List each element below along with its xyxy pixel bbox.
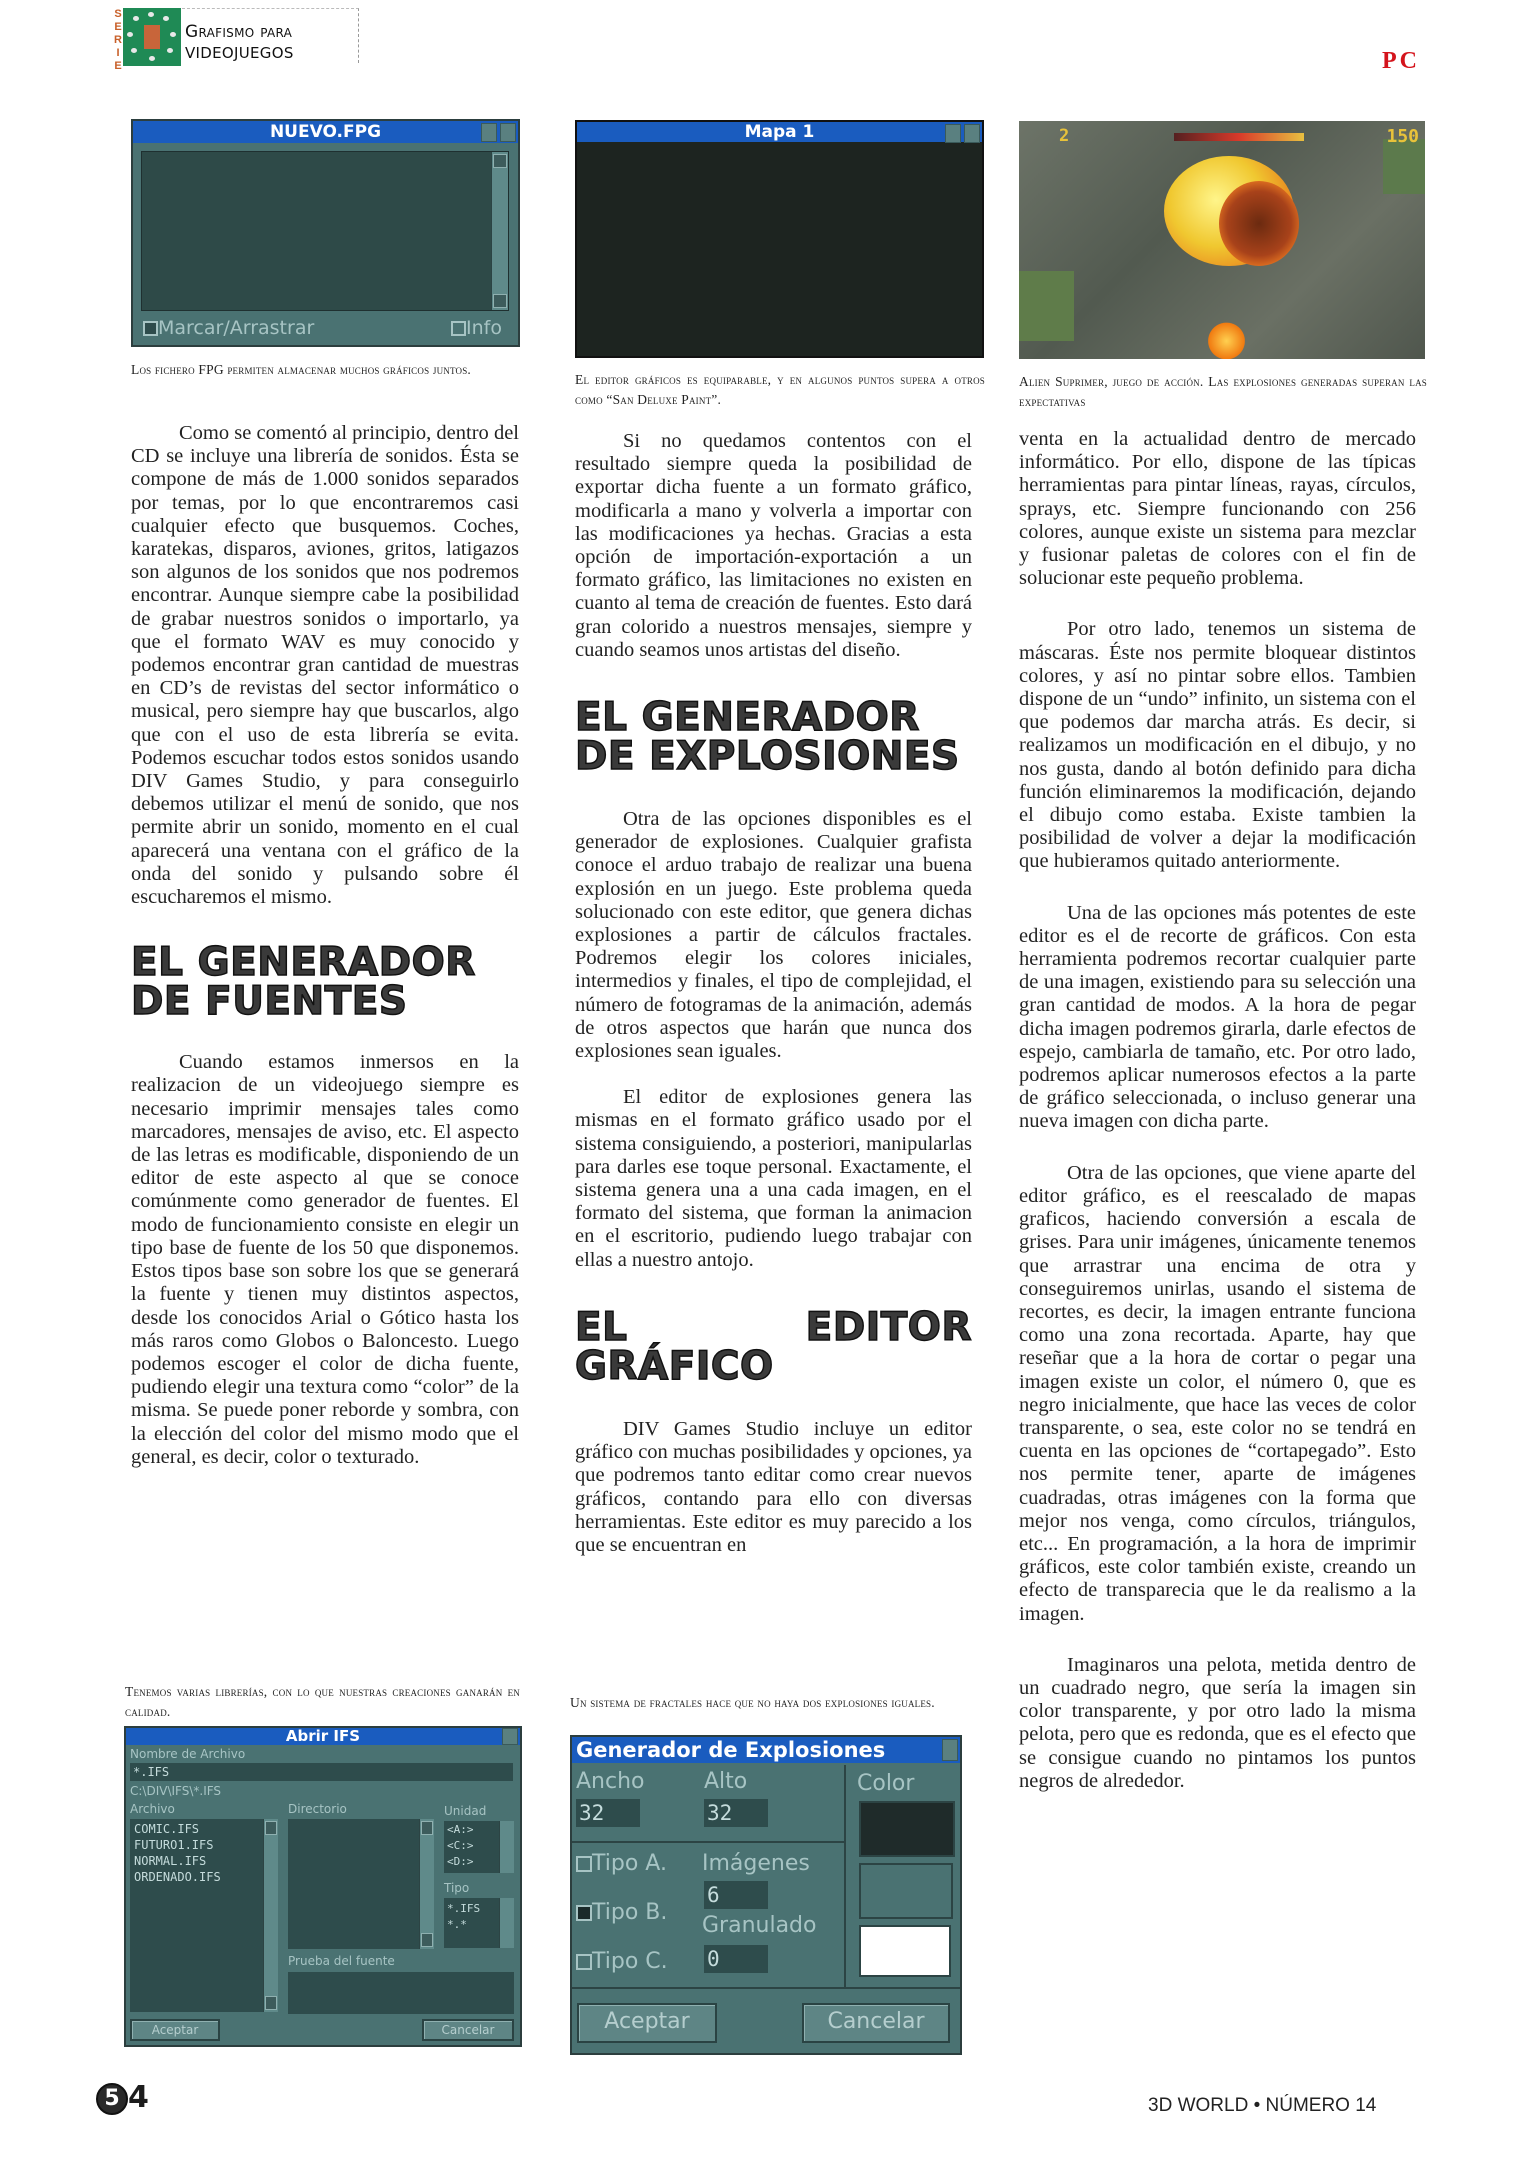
serie-vertical-label: S E R I E <box>114 8 122 72</box>
dialog-title: Abrir IFS <box>285 1727 361 1745</box>
directory-scrollbar[interactable] <box>419 1819 434 1949</box>
type-c-radio[interactable] <box>576 1949 668 1974</box>
file-item[interactable]: NORMAL.IFS <box>134 1854 207 1868</box>
page-number-digit: 4 <box>128 2080 149 2115</box>
width-input[interactable]: 32 <box>576 1799 640 1827</box>
radio-selected-icon <box>576 1905 592 1921</box>
filename-input[interactable]: *.IFS <box>130 1763 513 1781</box>
radio-label: Tipo C. <box>592 1949 668 1974</box>
radio-label: Tipo B. <box>592 1900 668 1925</box>
file-list-label: Archivo <box>130 1802 175 1816</box>
radio-icon <box>576 1954 592 1970</box>
checkbox-label: Marcar/Arrastrar <box>158 317 315 339</box>
game-caption: Alien Suprimer, juego de acción. Las explosiones generadas superan las expectativas <box>1019 374 1427 409</box>
health-bar <box>1174 133 1304 141</box>
column-2 <box>575 430 972 1557</box>
file-item[interactable]: ORDENADO.IFS <box>134 1870 221 1884</box>
close-icon[interactable] <box>500 123 516 142</box>
directory-list[interactable] <box>288 1819 434 1949</box>
height-input[interactable]: 32 <box>704 1799 768 1827</box>
map-window-titlebar <box>577 122 982 142</box>
paragraph: Cuando estamos inmersos en la realizacion de un videojuego siempre es necesario imprimir mensajes tales como marcadores, mensajes de aviso, etc. El aspecto de las letras es modificable, disponiendo de un editor de este aspecto al que se conoce comúnmente como generador de fuentes. El modo de funcionamiento consiste en elegir un tipo base de fuente de los 50 que disponemos. Estos tipos base son sobre los que se generará la fuente y tienen muy distintos aspectos, desde los conocidos Arial o Gótico hasta los más raros como Globos o Baloncesto. Luego podemos escoger el color de dicha fuente, pudiendo elegir una textura como “color” de la misma. Se puede poner reborde y sombra, con la elección del color del mismo modo que el general, es decir, color o texturado. <box>131 1051 519 1468</box>
series-logo-icon <box>123 8 181 66</box>
drive-item[interactable]: <D:> <box>447 1855 474 1868</box>
drive-label: Unidad <box>444 1804 487 1818</box>
explosion-dialog <box>570 1735 962 2055</box>
drive-item[interactable]: <A:> <box>447 1823 474 1836</box>
radio-label: Tipo A. <box>592 1851 667 1876</box>
explosion-caption: Un sistema de fractales hace que no haya dos explosiones iguales. <box>570 1695 935 1710</box>
platform-tag: PC <box>1382 48 1420 74</box>
minimize-icon[interactable] <box>481 123 497 142</box>
cancel-button[interactable]: Cancelar <box>422 2019 514 2041</box>
directory-label: Directorio <box>288 1802 347 1816</box>
close-icon[interactable] <box>964 124 980 143</box>
page-number <box>96 2080 149 2115</box>
type-item[interactable]: *.* <box>447 1918 467 1931</box>
column-1 <box>131 422 519 1469</box>
drive-list[interactable] <box>444 1821 514 1873</box>
width-label: Ancho <box>576 1769 645 1794</box>
font-preview-area <box>288 1972 514 2014</box>
game-screenshot <box>1019 121 1425 359</box>
scroll-up-icon <box>493 154 507 168</box>
column-3 <box>1019 428 1416 1793</box>
fpg-window <box>131 119 520 347</box>
info-checkbox[interactable] <box>451 317 502 339</box>
type-b-radio[interactable] <box>576 1900 667 1925</box>
section-heading-fuentes <box>131 940 519 1025</box>
preview-label: Prueba del fuente <box>288 1954 395 1968</box>
paragraph: Si no quedamos contentos con el resultado siempre queda la posibilidad de exportar dicha fuente a un formato gráfico, modificarla a mano y volverla a importar con las modificaciones ya hechas. Gracias a esta opción de importación-exportación a un formato gráfico, las limitaciones no existen en cuanto al tema de creación de fuentes. Esto dará gran colorido a nuestros mensajes, siempre y cuando seamos unos artistas del diseño. <box>575 430 972 661</box>
images-input[interactable]: 6 <box>704 1881 768 1909</box>
drive-scrollbar[interactable] <box>499 1821 514 1873</box>
images-label: Imágenes <box>702 1851 810 1876</box>
hud-lives: 2 <box>1059 126 1070 146</box>
checkbox-label: Info <box>466 317 502 339</box>
color-middle-swatch[interactable] <box>859 1863 953 1919</box>
page-number-circled-digit: 5 <box>96 2083 128 2115</box>
checkbox-icon <box>143 321 158 336</box>
type-scrollbar[interactable] <box>499 1898 514 1948</box>
heading-line: DE EXPLOSIONES <box>575 734 960 780</box>
accept-button[interactable]: Aceptar <box>130 2019 220 2041</box>
section-heading-explosiones <box>575 695 972 780</box>
dialog-titlebar <box>126 1728 520 1745</box>
filename-label: Nombre de Archivo <box>130 1747 246 1761</box>
color-initial-swatch[interactable] <box>859 1801 955 1857</box>
dialog-titlebar <box>572 1737 960 1763</box>
fpg-window-titlebar <box>133 121 518 143</box>
current-path: C:\DIV\IFS\*.IFS <box>130 1784 222 1798</box>
type-a-radio[interactable] <box>576 1851 667 1876</box>
series-title-line1: Grafismo para <box>185 22 293 42</box>
height-label: Alto <box>704 1769 748 1794</box>
paragraph: Otra de las opciones disponibles es el generador de explosiones. Cualquier grafista conoce el arduo trabajo de realizar una buena explosión en un juego. Este problema queda solucionado con este editor, que genera dichas explosiones a partir de cálculos fractales. Podremos elegir los colores iniciales, intermedios y finales, el tipo de complejidad, el número de fotogramas de la animación, además de otros aspectos que harán que nunca dos explosiones sean iguales. <box>575 808 972 1063</box>
radio-icon <box>576 1856 592 1872</box>
magazine-issue: 3D WORLD • NÚMERO 14 <box>1148 2095 1377 2116</box>
paragraph: Una de las opciones más potentes de este editor es el de recorte de gráficos. Con esta herramienta podremos recortar cualquier parte de una imagen, existiendo para su selección una gran cantidad de modos. A la hora de pegar dicha imagen podremos girarla, darle efectos de espejo, cambiarla de tamaño, etc. Por otro lado, podremos aplicar numerosos efectos a la parte de gráfico seleccionada, o incluso generar una nueva imagen con dicha parte. <box>1019 901 1416 1133</box>
file-list-scrollbar[interactable] <box>263 1819 278 2012</box>
type-label: Tipo <box>444 1881 470 1895</box>
cancel-button[interactable]: Cancelar <box>802 2003 950 2043</box>
tank-sprite <box>1019 271 1074 341</box>
file-item[interactable]: FUTURO1.IFS <box>134 1838 214 1852</box>
section-heading-editor: EL EDITOR GRÁFICO <box>575 1304 972 1389</box>
minimize-icon[interactable] <box>945 124 961 143</box>
file-item[interactable]: COMIC.IFS <box>134 1822 200 1836</box>
drive-item[interactable]: <C:> <box>447 1839 474 1852</box>
color-label: Color <box>857 1771 915 1796</box>
file-list[interactable] <box>130 1819 278 2012</box>
series-title-line2: VIDEOJUEGOS <box>185 44 294 62</box>
fpg-scrollbar[interactable] <box>491 152 508 310</box>
marcar-arrastrar-checkbox[interactable] <box>143 317 314 339</box>
paragraph: Como se comentó al principio, dentro del CD se incluye una librería de sonidos. Ésta se compone de más de 1.000 sonidos separados por temas, por lo que encontraremos casi cualquier efecto que busquemos. Coches, karatekas, disparos, aviones, gritos, latigazos son algunos de los sonidos que nos podremos encontrar. Aunque siempre cabe la posibilidad de grabar nuestros sonidos o importarlo, ya que el formato WAV es muy conocido y podemos encontrar gran cantidad de muestras en CD’s de revistas del sector informático o musical, pero siempre hay que buscarlos, algo que con el uso de esta librería se evita. Podemos escuchar todos estos sonidos usando DIV Games Studio, y para conseguirlo debemos utilizar el menú de sonido, que nos permite abrir un sonido, momento en el cual aparecerá una ventana con el gráfico de la onda del sonido y pulsando sobre él escucharemos el mismo. <box>131 422 519 909</box>
type-item[interactable]: *.IFS <box>447 1902 481 1915</box>
explosion-sprite <box>1204 321 1249 359</box>
paragraph: venta en la actualidad dentro de mercado informático. Por ello, dispone de las típicas herramientas para pintar líneas, rayas, círculos, sprays, etc. Siempre funcionando con 256 colores, aunque existe un sistema para mezclar y fusionar paletas de colores con el fin de solucionar este pequeño problema. <box>1019 428 1416 590</box>
accept-button[interactable]: Aceptar <box>577 2003 717 2043</box>
heading-line: DE FUENTES <box>131 979 408 1025</box>
ifs-caption: Tenemos varias librerías, con lo que nuestras creaciones ganarán en calidad. <box>125 1684 520 1719</box>
paragraph: Imaginaros una pelota, metida dentro de un cuadrado negro, que sería la imagen sin color transparente, y por otro lado la misma pelota, pero que es redonda, que es el efecto que se consigue cuando no pintamos los puntos negros de alrededor. <box>1019 1653 1416 1792</box>
heading-line: EL GENERADOR <box>575 695 920 741</box>
hud-score: 150 <box>1386 126 1419 147</box>
map-window <box>575 120 984 358</box>
series-title <box>185 22 294 64</box>
abrir-ifs-dialog <box>124 1726 522 2047</box>
close-icon[interactable] <box>502 1728 518 1745</box>
divider <box>572 1987 960 1989</box>
map-caption: El editor gráficos es equiparable, y en algunos puntos supera a otros como “San Deluxe Paint”. <box>575 372 985 407</box>
paragraph: DIV Games Studio incluye un editor gráfico con muchas posibilidades y opciones, ya que podremos tanto editar como crear nuevos gráficos, contando para ello con diversas herramientas. Este editor es muy parecido a los que se encuentran en <box>575 1417 972 1556</box>
fpg-caption: Los fichero FPG permiten almacenar muchos gráficos juntos. <box>131 362 471 377</box>
fpg-window-title: NUEVO.FPG <box>269 122 382 142</box>
map-window-title: Mapa 1 <box>744 122 815 142</box>
checkbox-icon <box>451 321 466 336</box>
fpg-content-area <box>141 151 509 311</box>
divider <box>844 1765 846 1987</box>
paragraph: Por otro lado, tenemos un sistema de máscaras. Éste nos permite bloquear distintos colores, y así no pintar sobre ellos. Tambien dispone de un “undo” infinito, un sistema con el que podemos dar marcha atrás. Es decir, si realizamos un modificación en el dibujo, y no nos gusta, dando al botón definido para dicha función eliminaremos la modificación, dejando el dibujo como estaba. Existe tambien la posibilidad de volver a dejar la modificación que hubieramos quitado anteriormente. <box>1019 618 1416 873</box>
paragraph: El editor de explosiones genera las mismas en el formato gráfico usado por el sistema consiguiendo, a posteriori, manipularlas para darles ese toque personal. Exactamente, el sistema genera una a una cada imagen, en el formato del sistema, que forman la animacion en el escritorio, pudiendo luego trabajar con ellas a nuestro antojo. <box>575 1086 972 1271</box>
type-list[interactable] <box>444 1898 514 1948</box>
grain-input[interactable]: 0 <box>704 1945 768 1973</box>
color-final-swatch[interactable] <box>859 1925 951 1977</box>
paragraph: Otra de las opciones, que viene aparte del editor gráfico, es el reescalado de mapas graficos, haciendo conversión a escala de grises. Para unir imágenes, únicamente tenemos que arrastrar una encima de otra y conseguiremos unirlas, usando el sistema de recortes, es decir, la imagen entrante funciona como una zona recortada. Aparte, hay que reseñar que a la hora de cortar o pegar una imagen existe un color, el número 0, que es negro inicialmente, que hace las veces de color transparente, o sea, este color no se tendrá en cuenta en las opciones de “cortapegado”. Esto nos permite tener, aparte de imágenes cuadradas, otras imágenes con la forma que mejor nos venga, como círculos, triángulos, etc... En programación, a la hora de imprimir gráficos, este color también existe, creando un efecto de transparecia que le da realismo a la imagen. <box>1019 1161 1416 1625</box>
scroll-down-icon <box>493 294 507 308</box>
explosion-sprite <box>1219 181 1299 266</box>
close-icon[interactable] <box>942 1739 958 1761</box>
divider <box>572 1841 844 1843</box>
tank-sprite <box>1383 139 1425 194</box>
heading-line: EL GENERADOR <box>131 940 476 986</box>
grain-label: Granulado <box>702 1913 817 1938</box>
dialog-title: Generador de Explosiones <box>576 1738 886 1762</box>
